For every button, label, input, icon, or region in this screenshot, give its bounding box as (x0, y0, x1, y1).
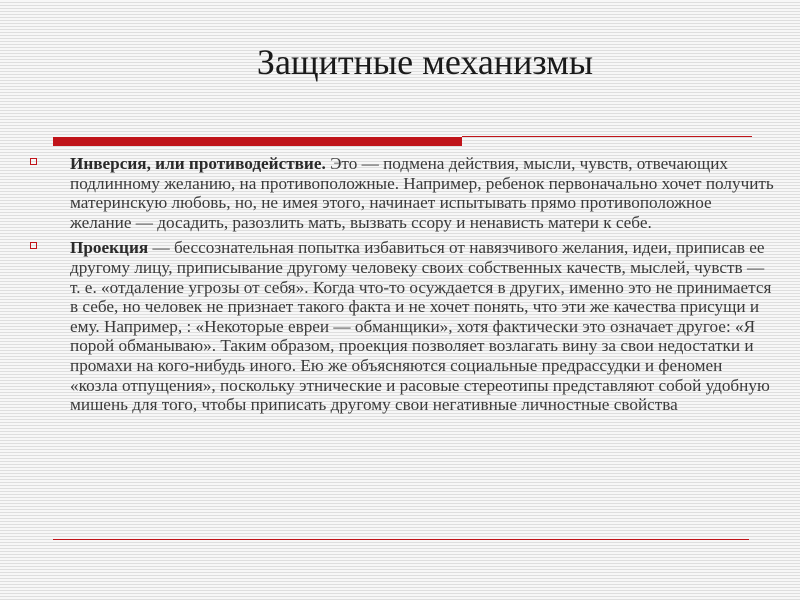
slide-title: Защитные механизмы (256, 42, 594, 82)
accent-bar (53, 137, 462, 146)
slide-body (0, 154, 800, 421)
accent-line (462, 136, 752, 137)
bottom-divider (53, 539, 749, 540)
bullet-text: Это — подмена действия, мысли, чувств, отвечающих подлинному желанию, на противоположные. Например, ребенок первоначально хочет получить материнскую любовь, но, не имея этого, начинает испытывать прямо противоположное желание — досадить, разозлить мать, вызвать ссору и ненависть матери к себе. (70, 154, 774, 232)
bullet-lead-term: Проекция (70, 238, 149, 258)
square-bullet-icon (30, 158, 37, 165)
bullet-item-inversion (0, 154, 800, 232)
bullet-text: — бессознательная попытка избавиться от навязчивого желания, идеи, приписав ее другому лицу, приписывание другому человеку своих собственных качеств, мыслей, чувств — т. е. «отдаление угрозы от себя». Когда что-то осуждается в других, именно это не принимается в себе, но человек не признает такого факта и не хочет понять, что эти же качества присущи и ему. Например, : «Некоторые евреи — обманщики», хотя фактически это означает другое: «Я порой обманываю». Таким образом, проекция позволяет возлагать вину за свои недостатки и промахи на кого-нибудь иного. Ею же объясняются социальные предрассудки и феномен «козла отпущения», поскольку этнические и расовые стереотипы представляют собой удобную мишень для того, чтобы приписать другому свои негативные личностные свойства (70, 238, 772, 415)
square-bullet-icon (30, 242, 37, 249)
bullet-item-projection (0, 238, 800, 414)
bullet-lead-term: Инверсия, или противодействие. (70, 154, 326, 173)
